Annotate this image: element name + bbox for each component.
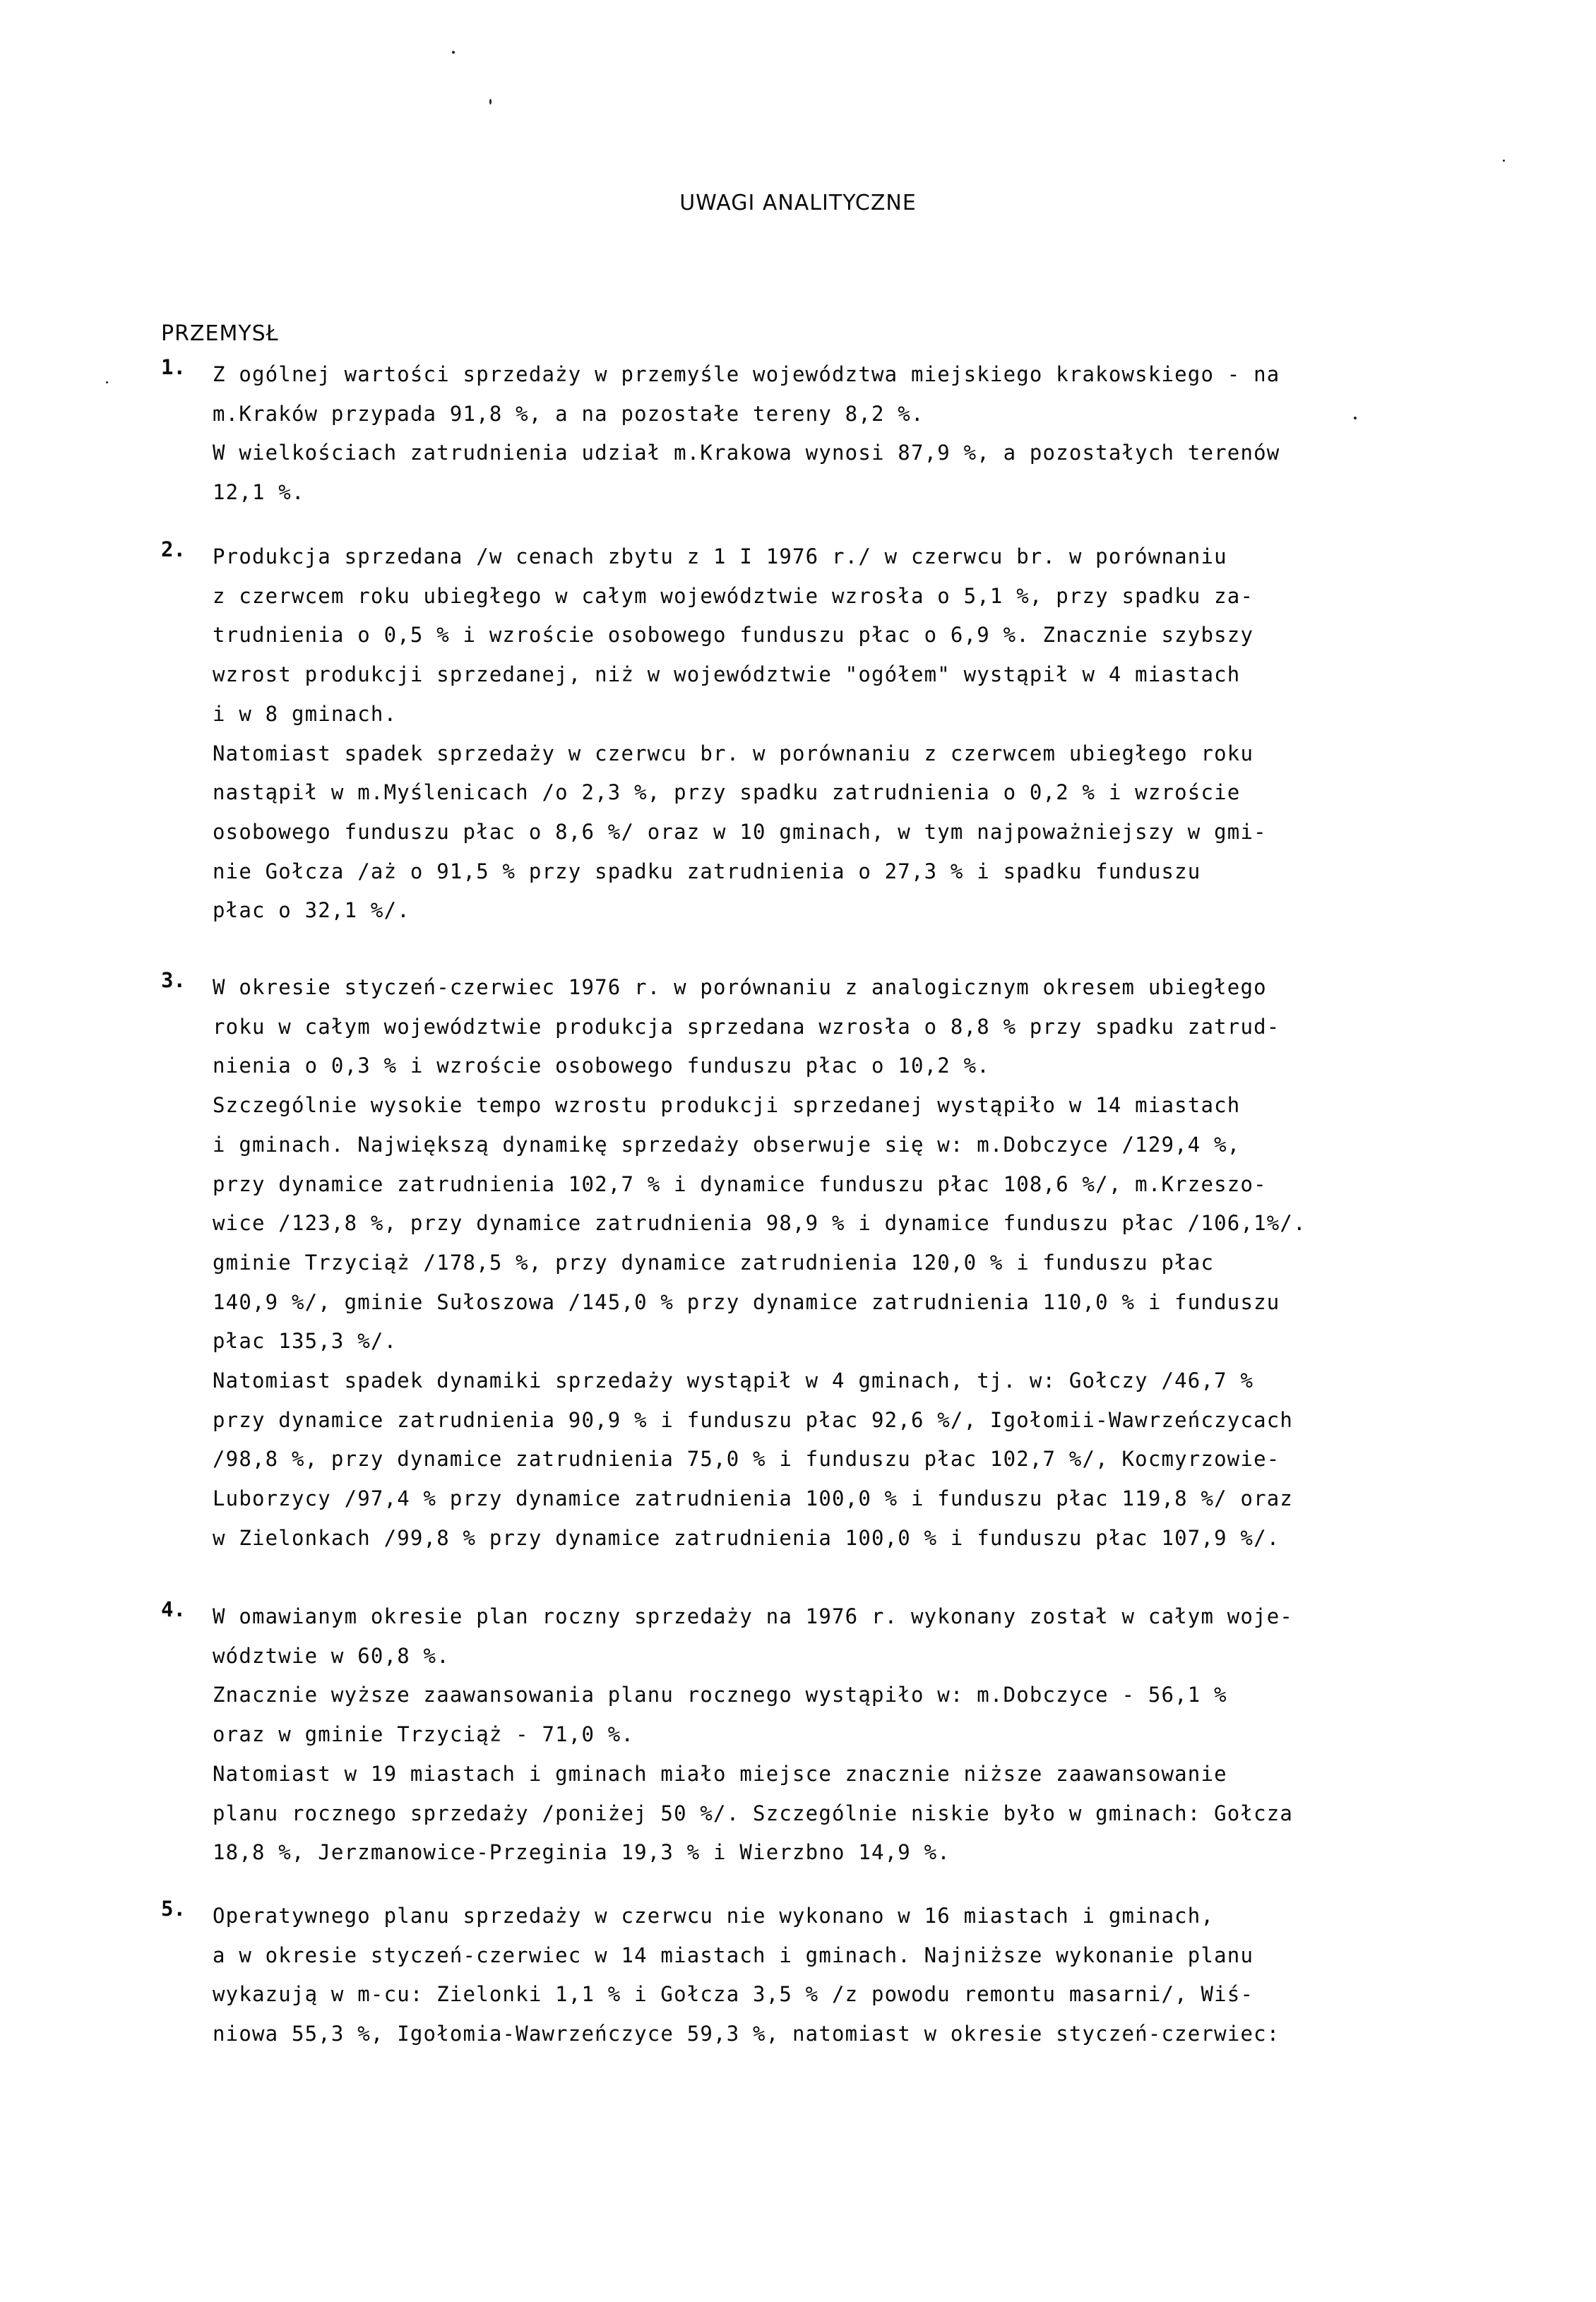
paragraph-number: 3. [161, 968, 186, 992]
text-line: Z ogólnej wartości sprzedaży w przemyśle województwa miejskiego krakowskiego - na [213, 362, 1280, 386]
text-line: przy dynamice zatrudnienia 102,7 % i dynamice funduszu płac 108,6 %/, m.Krzeszo- [213, 1171, 1267, 1196]
text-line: płac 135,3 %/. [213, 1329, 398, 1354]
text-line: W wielkościach zatrudnienia udział m.Krakowa wynosi 87,9 %, a pozostałych terenów [213, 441, 1280, 465]
text-line: nienia o 0,3 % i wzroście osobowego funduszu płac o 10,2 %. [213, 1054, 990, 1078]
text-line: m.Kraków przypada 91,8 %, a na pozostałe tereny 8,2 %. [213, 401, 924, 426]
paragraph-body [213, 968, 1554, 1558]
text-line: z czerwcem roku ubiegłego w całym województwie wzrosła o 5,1 %, przy spadku za- [213, 583, 1254, 608]
paragraph-body [213, 537, 1554, 931]
text-line: Szczególnie wysokie tempo wzrostu produkcji sprzedanej wystąpiło w 14 miastach [213, 1093, 1241, 1118]
scan-speck [106, 381, 108, 383]
text-line: Operatywnego planu sprzedaży w czerwcu nie wykonano w 16 miastach i gminach, [213, 1904, 1215, 1928]
paragraph-number: 4. [161, 1597, 186, 1621]
text-line: trudnienia o 0,5 % i wzroście osobowego funduszu płac o 6,9 %. Znacznie szybszy [213, 623, 1254, 648]
text-line: gminie Trzyciąż /178,5 %, przy dynamice zatrudnienia 120,0 % i funduszu płac [213, 1250, 1215, 1275]
text-line: /98,8 %, przy dynamice zatrudnienia 75,0 % i funduszu płac 102,7 %/, Kocmyrzowie- [213, 1447, 1280, 1472]
text-line: wództwie w 60,8 %. [213, 1643, 450, 1668]
paragraph-number: 5. [161, 1897, 186, 1921]
text-line: roku w całym województwie produkcja sprzedana wzrosła o 8,8 % przy spadku zatrud- [213, 1014, 1280, 1039]
section-heading: PRZEMYSŁ [161, 321, 279, 346]
text-line: i w 8 gminach. [213, 701, 398, 726]
text-line: a w okresie styczeń-czerwiec w 14 miastach i gminach. Najniższe wykonanie planu [213, 1943, 1254, 1967]
scan-speck [489, 99, 492, 105]
text-line: w Zielonkach /99,8 % przy dynamice zatrudnienia 100,0 % i funduszu płac 107,9 %/. [213, 1525, 1280, 1550]
text-line: Znacznie wyższe zaawansowania planu rocznego wystąpiło w: m.Dobczyce - 56,1 % [213, 1683, 1227, 1707]
text-line: Produkcja sprzedana /w cenach zbytu z 1 I 1976 r./ w czerwcu br. w porównaniu [213, 544, 1227, 568]
paragraph-body [213, 355, 1554, 513]
text-line: wice /123,8 %, przy dynamice zatrudnienia 98,9 % i dynamice funduszu płac /106,1%/. [213, 1211, 1306, 1236]
paragraph-body [213, 1597, 1554, 1873]
text-line: W okresie styczeń-czerwiec 1976 r. w porównaniu z analogicznym okresem ubiegłego [213, 975, 1267, 999]
text-line: osobowego funduszu płac o 8,6 %/ oraz w 10 gminach, w tym najpoważniejszy w gmi- [213, 819, 1267, 844]
text-line: Natomiast w 19 miastach i gminach miało miejsce znacznie niższe zaawansowanie [213, 1761, 1227, 1786]
paragraph-number: 1. [161, 355, 186, 379]
paragraph-body [213, 1897, 1554, 2054]
text-line: płac o 32,1 %/. [213, 898, 410, 923]
text-line: 140,9 %/, gminie Sułoszowa /145,0 % przy dynamice zatrudnienia 110,0 % i funduszu [213, 1289, 1280, 1314]
text-line: wykazują w m-cu: Zielonki 1,1 % i Gołcza 3,5 % /z powodu remontu masarni/, Wiś- [213, 1982, 1254, 2007]
scan-speck [1503, 160, 1505, 162]
text-line: przy dynamice zatrudnienia 90,9 % i funduszu płac 92,6 %/, Igołomii-Wawrzeńczycach [213, 1407, 1294, 1432]
paragraph-number: 2. [161, 537, 186, 561]
text-line: oraz w gminie Trzyciąż - 71,0 %. [213, 1722, 635, 1747]
page-title: UWAGI ANALITYCZNE [679, 191, 917, 215]
text-line: nastąpił w m.Myślenicach /o 2,3 %, przy spadku zatrudnienia o 0,2 % i wzroście [213, 780, 1241, 805]
text-line: nie Gołcza /aż o 91,5 % przy spadku zatrudnienia o 27,3 % i spadku funduszu [213, 859, 1201, 883]
text-line: 12,1 %. [213, 480, 305, 505]
text-line: Natomiast spadek dynamiki sprzedaży wystąpił w 4 gminach, tj. w: Gołczy /46,7 % [213, 1368, 1254, 1393]
text-line: wzrost produkcji sprzedanej, niż w województwie "ogółem" wystąpił w 4 miastach [213, 662, 1241, 687]
text-line: Natomiast spadek sprzedaży w czerwcu br. w porównaniu z czerwcem ubiegłego roku [213, 741, 1254, 765]
text-line: niowa 55,3 %, Igołomia-Wawrzeńczyce 59,3 %, natomiast w okresie styczeń-czerwiec: [213, 2022, 1280, 2046]
text-line: Luborzycy /97,4 % przy dynamice zatrudnienia 100,0 % i funduszu płac 119,8 %/ oraz [213, 1486, 1294, 1511]
text-line: planu rocznego sprzedaży /poniżej 50 %/. Szczególnie niskie było w gminach: Gołcza [213, 1801, 1294, 1825]
text-line: 18,8 %, Jerzmanowice-Przeginia 19,3 % i Wierzbno 14,9 %. [213, 1840, 951, 1865]
scan-speck [452, 51, 455, 54]
text-line: i gminach. Największą dynamikę sprzedaży obserwuje się w: m.Dobczyce /129,4 %, [213, 1132, 1241, 1157]
text-line: W omawianym okresie plan roczny sprzedaży na 1976 r. wykonany został w całym woje- [213, 1604, 1294, 1628]
